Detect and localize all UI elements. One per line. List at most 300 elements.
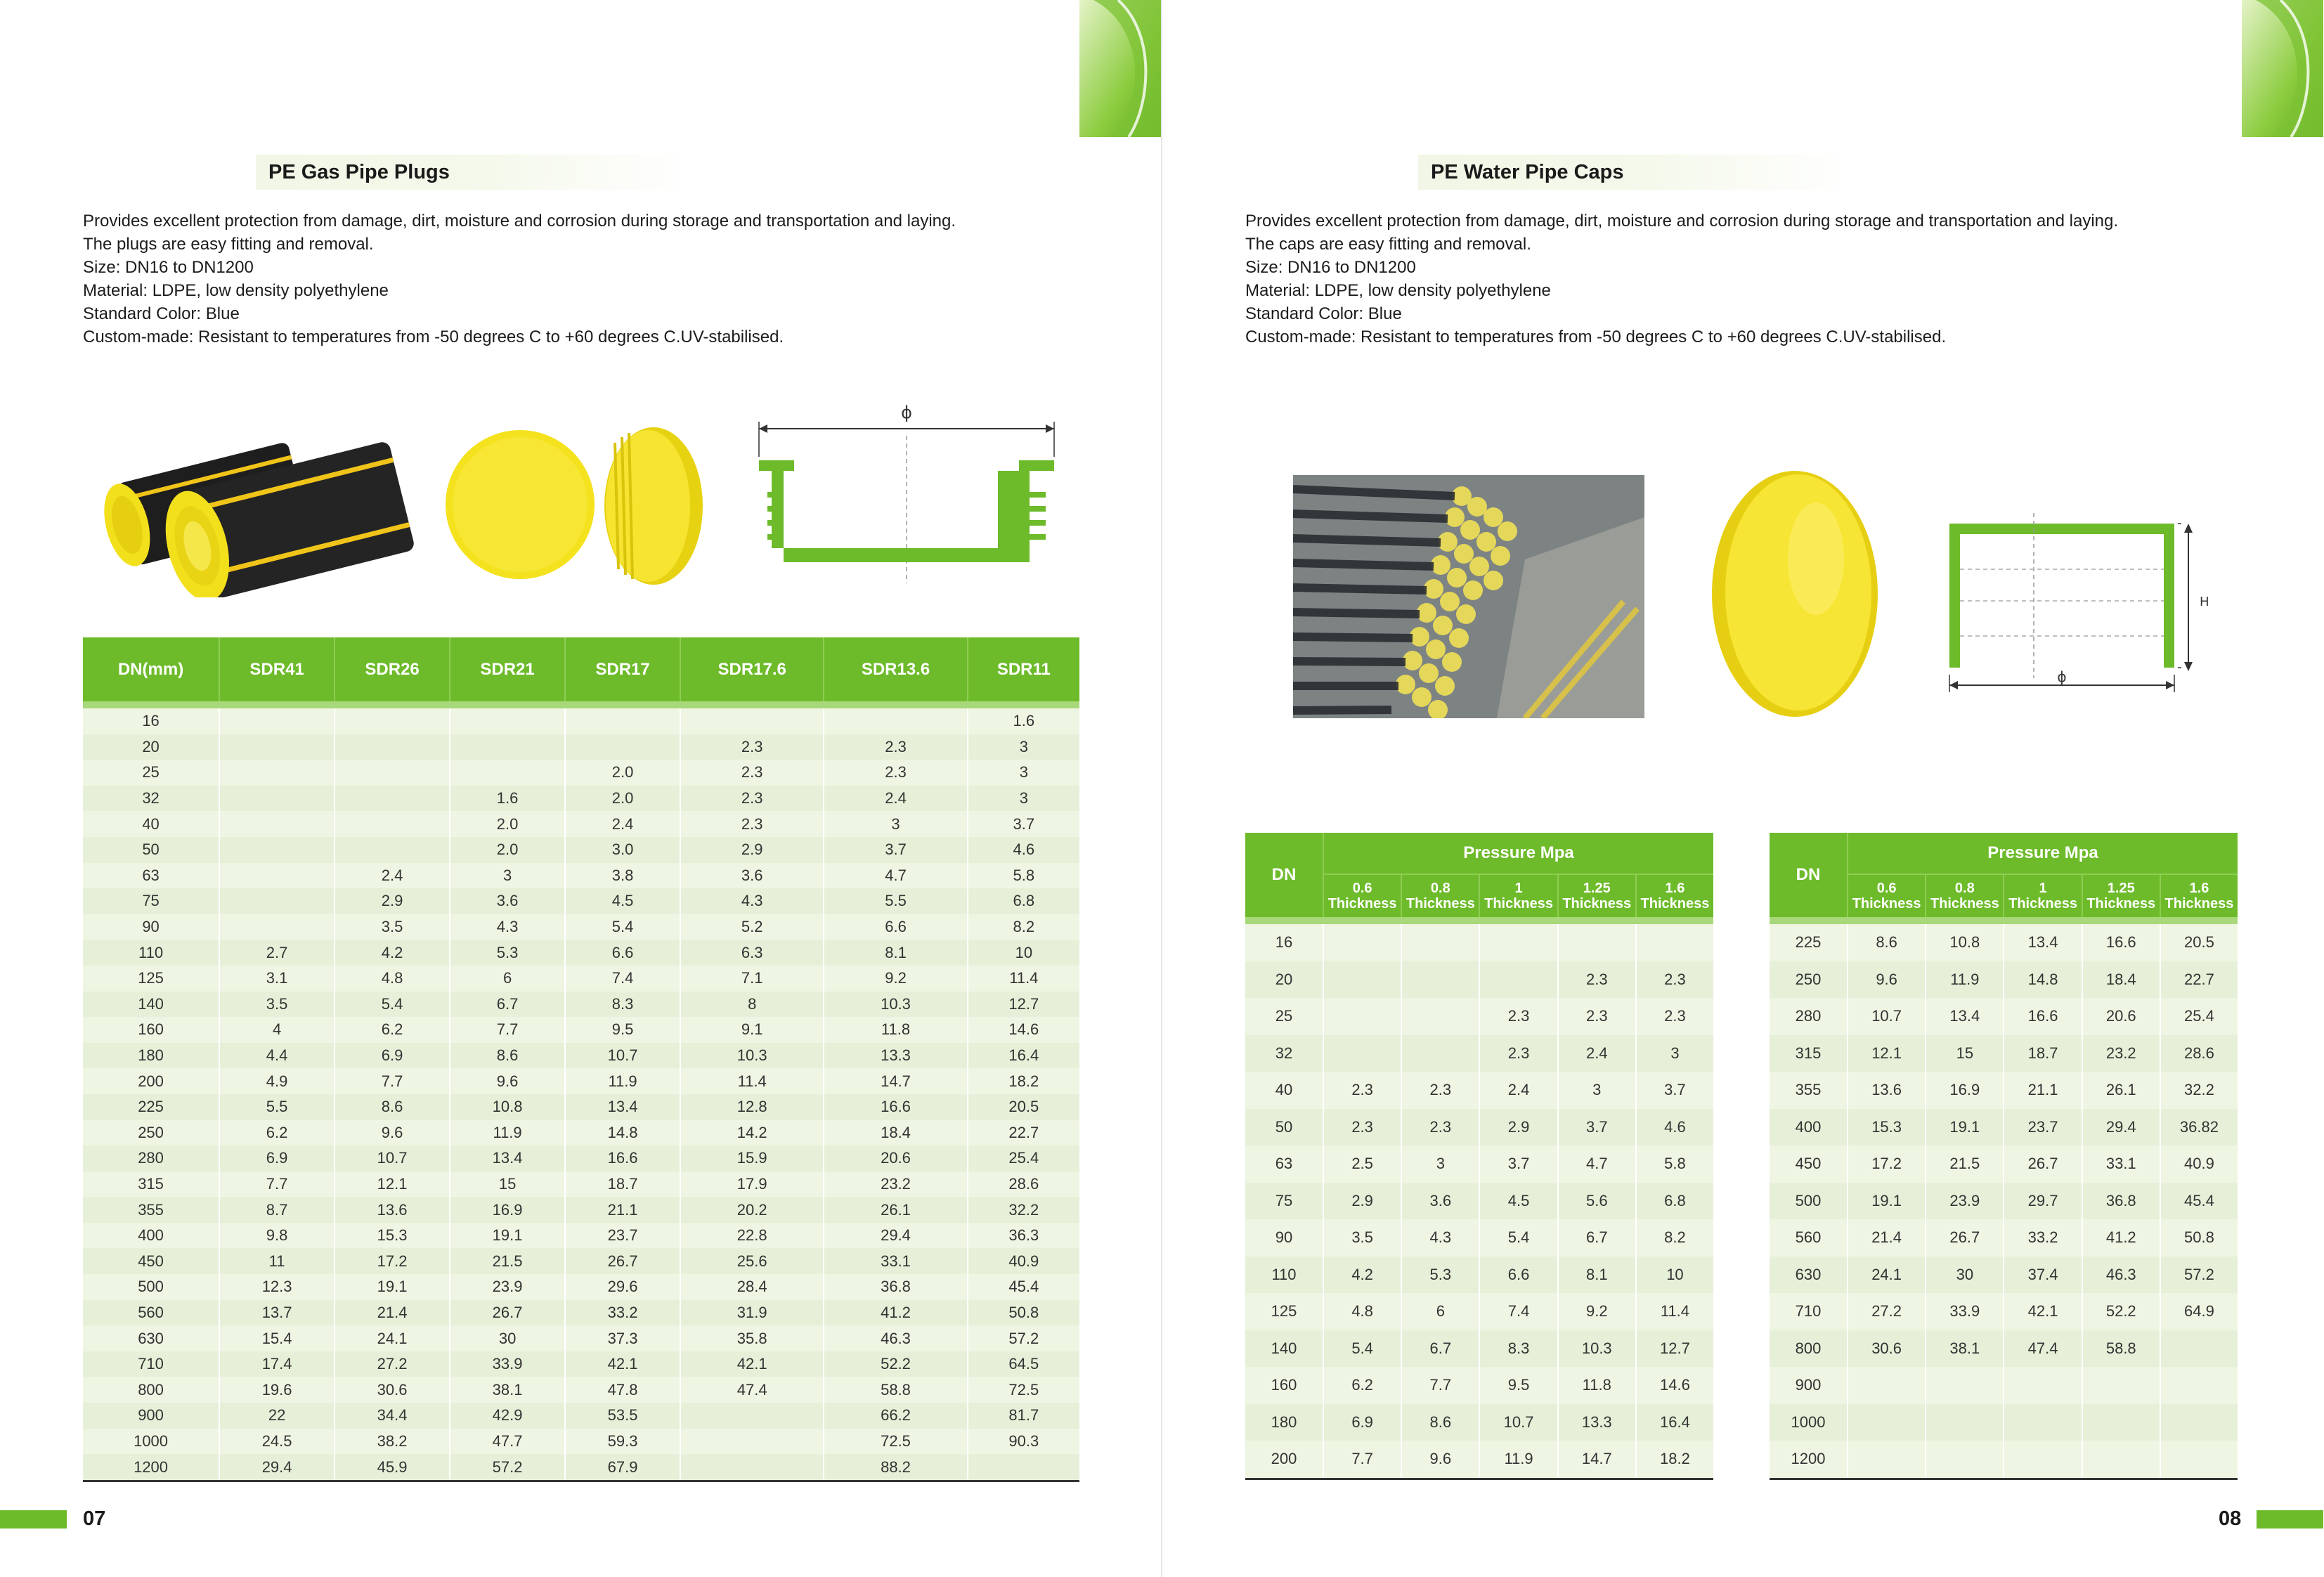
value-cell: 5.6: [1558, 1183, 1636, 1220]
value-cell: 7.4: [1479, 1293, 1557, 1330]
value-cell: 22.7: [2160, 961, 2238, 999]
value-cell: 6.6: [1479, 1257, 1557, 1294]
table-row: [1245, 1367, 1713, 1404]
value-cell: [2004, 1367, 2082, 1404]
page-number: 07: [83, 1507, 106, 1530]
table-row: [1770, 998, 2238, 1035]
value-cell: 15: [1926, 1035, 2004, 1072]
value-cell: 22: [219, 1403, 335, 1429]
value-cell: 23.9: [1926, 1183, 2004, 1220]
value-cell: 10.3: [824, 992, 967, 1018]
value-cell: [450, 705, 565, 734]
value-cell: 8.3: [565, 992, 680, 1018]
value-cell: 24.1: [335, 1325, 450, 1351]
diameter-symbol: ϕ: [901, 403, 912, 422]
diameter-symbol: ϕ: [2057, 668, 2067, 685]
value-cell: 21.4: [335, 1300, 450, 1326]
value-cell: [565, 734, 680, 760]
thickness-label: Thickness: [1484, 896, 1553, 911]
value-cell: 7.7: [450, 1017, 565, 1043]
value-cell: 24.5: [219, 1429, 335, 1455]
value-cell: 3.5: [335, 914, 450, 940]
table-row: [1245, 1035, 1713, 1072]
value-cell: 28.4: [680, 1274, 824, 1300]
value-cell: 3: [968, 786, 1079, 812]
cap-photo: [1710, 467, 1879, 720]
value-cell: 42.1: [2004, 1293, 2082, 1330]
value-cell: 4.3: [1401, 1219, 1479, 1257]
value-cell: 9.5: [565, 1017, 680, 1043]
dn-cell: 125: [1245, 1293, 1323, 1330]
dn-cell: 75: [83, 888, 219, 914]
value-cell: 2.3: [1401, 1109, 1479, 1146]
table-row: [83, 1223, 1079, 1249]
dn-cell: 400: [1770, 1109, 1848, 1146]
value-cell: 2.3: [680, 734, 824, 760]
dn-cell: 50: [83, 837, 219, 863]
value-cell: [1401, 961, 1479, 999]
value-cell: 64.5: [968, 1351, 1079, 1377]
dn-cell: 200: [1245, 1441, 1323, 1479]
table-row: [1245, 1072, 1713, 1109]
value-cell: 26.7: [2004, 1146, 2082, 1183]
value-cell: 30.6: [1848, 1330, 1926, 1368]
pressure-column-header: [1401, 874, 1479, 921]
value-cell: 8.2: [968, 914, 1079, 940]
value-cell: 45.9: [335, 1454, 450, 1481]
value-cell: 17.2: [335, 1248, 450, 1274]
value-cell: 2.0: [565, 786, 680, 812]
value-cell: 7.1: [680, 966, 824, 992]
dn-cell: 63: [1245, 1146, 1323, 1183]
value-cell: 2.3: [824, 734, 967, 760]
dn-cell: 900: [1770, 1367, 1848, 1404]
table-row: [83, 1300, 1079, 1326]
value-cell: [2004, 1404, 2082, 1441]
value-cell: 10.7: [1479, 1404, 1557, 1441]
value-cell: 11.9: [1479, 1441, 1557, 1479]
dn-cell: 710: [83, 1351, 219, 1377]
table-row: [83, 1429, 1079, 1455]
pressure-value: 0.8: [1954, 881, 1975, 896]
value-cell: 7.7: [1401, 1367, 1479, 1404]
pressure-column-header: [1848, 874, 1926, 921]
value-cell: 27.2: [1848, 1293, 1926, 1330]
value-cell: 2.3: [1323, 1072, 1401, 1109]
value-cell: [219, 837, 335, 863]
section-title-bar: [1418, 155, 1854, 190]
value-cell: 9.6: [1401, 1441, 1479, 1479]
table-row: [83, 1351, 1079, 1377]
description-line: Custom-made: Resistant to temperatures from -50 degrees C to +60 degrees C.UV-stabilised.: [1245, 327, 1947, 346]
value-cell: [680, 1454, 824, 1481]
value-cell: 23.7: [565, 1223, 680, 1249]
value-cell: 3.8: [565, 863, 680, 889]
value-cell: 8.6: [1848, 921, 1926, 961]
value-cell: [1636, 921, 1713, 961]
value-cell: 11.9: [1926, 961, 2004, 999]
table-row: [83, 1043, 1079, 1069]
value-cell: 47.4: [2004, 1330, 2082, 1368]
value-cell: 14.2: [680, 1120, 824, 1146]
value-cell: 15.3: [1848, 1109, 1926, 1146]
value-cell: 8.6: [450, 1043, 565, 1069]
value-cell: [219, 734, 335, 760]
value-cell: [2082, 1441, 2160, 1479]
dn-cell: 250: [1770, 961, 1848, 999]
value-cell: 19.1: [1926, 1109, 2004, 1146]
value-cell: 11.9: [565, 1068, 680, 1094]
corner-leaf-decoration: [1079, 0, 1161, 137]
thickness-label: Thickness: [1406, 896, 1475, 911]
value-cell: [2160, 1330, 2238, 1368]
table-row: [83, 966, 1079, 992]
value-cell: 3.7: [1558, 1109, 1636, 1146]
value-cell: 20.6: [824, 1146, 967, 1172]
value-cell: 5.5: [824, 888, 967, 914]
dn-cell: 900: [83, 1403, 219, 1429]
value-cell: 52.2: [824, 1351, 967, 1377]
pressure-header: Pressure Mpa: [1848, 833, 2238, 874]
value-cell: 57.2: [2160, 1257, 2238, 1294]
table-row: [1245, 1146, 1713, 1183]
value-cell: [2082, 1367, 2160, 1404]
table-row: [83, 940, 1079, 966]
table-row: [83, 1146, 1079, 1172]
value-cell: 3.7: [968, 811, 1079, 837]
value-cell: 2.0: [450, 837, 565, 863]
dn-cell: 16: [1245, 921, 1323, 961]
table-row: [1770, 1257, 2238, 1294]
value-cell: 2.3: [1636, 961, 1713, 999]
value-cell: 2.0: [450, 811, 565, 837]
value-cell: 3.6: [1401, 1183, 1479, 1220]
value-cell: 13.3: [1558, 1404, 1636, 1441]
value-cell: 11.4: [1636, 1293, 1713, 1330]
table-row: [1245, 1330, 1713, 1368]
value-cell: [450, 734, 565, 760]
table-row: [1770, 961, 2238, 999]
dn-cell: 32: [83, 786, 219, 812]
value-cell: 32.2: [968, 1197, 1079, 1223]
dn-cell: 1200: [83, 1454, 219, 1481]
value-cell: 6.8: [968, 888, 1079, 914]
value-cell: 3: [968, 760, 1079, 786]
value-cell: 46.3: [2082, 1257, 2160, 1294]
value-cell: 22.7: [968, 1120, 1079, 1146]
value-cell: 2.9: [1323, 1183, 1401, 1220]
value-cell: [2160, 1367, 2238, 1404]
value-cell: 13.6: [335, 1197, 450, 1223]
table-row: [1245, 1441, 1713, 1479]
value-cell: [1926, 1367, 2004, 1404]
value-cell: 21.1: [2004, 1072, 2082, 1109]
dn-cell: 630: [83, 1325, 219, 1351]
cap-section-diagram: [1942, 513, 2181, 703]
value-cell: 2.3: [1558, 998, 1636, 1035]
pressure-value: 1: [2039, 881, 2047, 896]
value-cell: 4.5: [565, 888, 680, 914]
table-row: [83, 863, 1079, 889]
table-row: [1770, 1035, 2238, 1072]
value-cell: 7.7: [219, 1172, 335, 1198]
value-cell: 3.6: [450, 888, 565, 914]
pressure-column-header: [2082, 874, 2160, 921]
value-cell: 20.5: [2160, 921, 2238, 961]
value-cell: 4.4: [219, 1043, 335, 1069]
table-header-row: [1245, 833, 1713, 874]
dn-cell: 450: [83, 1248, 219, 1274]
value-cell: [824, 705, 967, 734]
value-cell: 50.8: [968, 1300, 1079, 1326]
value-cell: 33.1: [824, 1248, 967, 1274]
value-cell: 10.7: [335, 1146, 450, 1172]
value-cell: 2.9: [1479, 1109, 1557, 1146]
value-cell: 8.2: [1636, 1219, 1713, 1257]
value-cell: 9.6: [450, 1068, 565, 1094]
table-row: [1770, 1072, 2238, 1109]
value-cell: 3.7: [1479, 1146, 1557, 1183]
thickness-label: Thickness: [1852, 896, 1921, 911]
value-cell: 4.8: [335, 966, 450, 992]
value-cell: 21.5: [1926, 1146, 2004, 1183]
value-cell: [680, 1429, 824, 1455]
value-cell: 66.2: [824, 1403, 967, 1429]
value-cell: 10.7: [1848, 998, 1926, 1035]
pressure-column-header: [1558, 874, 1636, 921]
value-cell: 25.4: [968, 1146, 1079, 1172]
dn-cell: 110: [83, 940, 219, 966]
value-cell: 23.2: [824, 1172, 967, 1198]
value-cell: 6.6: [824, 914, 967, 940]
value-cell: 16.9: [1926, 1072, 2004, 1109]
value-cell: 7.7: [335, 1068, 450, 1094]
value-cell: 25.4: [2160, 998, 2238, 1035]
table-row: [83, 705, 1079, 734]
value-cell: 58.8: [2082, 1330, 2160, 1368]
thickness-label: Thickness: [1640, 896, 1710, 911]
value-cell: 37.4: [2004, 1257, 2082, 1294]
table-row: [83, 760, 1079, 786]
value-cell: 26.7: [450, 1300, 565, 1326]
value-cell: [1479, 961, 1557, 999]
value-cell: 58.8: [824, 1377, 967, 1403]
dn-cell: 280: [83, 1146, 219, 1172]
value-cell: 40.9: [968, 1248, 1079, 1274]
description-line: Size: DN16 to DN1200: [1245, 258, 1416, 277]
dn-cell: 315: [83, 1172, 219, 1198]
value-cell: 12.7: [968, 992, 1079, 1018]
value-cell: [335, 760, 450, 786]
value-cell: 2.3: [680, 811, 824, 837]
table-row: [1245, 1109, 1713, 1146]
value-cell: [680, 1403, 824, 1429]
value-cell: 15.9: [680, 1146, 824, 1172]
value-cell: 10: [1636, 1257, 1713, 1294]
value-cell: 5.8: [968, 863, 1079, 889]
value-cell: 29.4: [824, 1223, 967, 1249]
value-cell: 4.5: [1479, 1183, 1557, 1220]
value-cell: 33.9: [450, 1351, 565, 1377]
value-cell: [565, 705, 680, 734]
value-cell: 6.9: [219, 1146, 335, 1172]
value-cell: 17.4: [219, 1351, 335, 1377]
dn-cell: 280: [1770, 998, 1848, 1035]
value-cell: 13.6: [1848, 1072, 1926, 1109]
dn-cell: 16: [83, 705, 219, 734]
table-row: [1245, 921, 1713, 961]
value-cell: 2.3: [1479, 998, 1557, 1035]
value-cell: [1926, 1404, 2004, 1441]
dn-cell: 250: [83, 1120, 219, 1146]
value-cell: [1401, 1035, 1479, 1072]
pressure-header: Pressure Mpa: [1323, 833, 1713, 874]
dn-cell: 140: [1245, 1330, 1323, 1368]
value-cell: 14.6: [968, 1017, 1079, 1043]
value-cell: 23.7: [2004, 1109, 2082, 1146]
dn-cell: 25: [83, 760, 219, 786]
value-cell: 81.7: [968, 1403, 1079, 1429]
table-row: [83, 1403, 1079, 1429]
value-cell: 3.1: [219, 966, 335, 992]
value-cell: 2.3: [680, 786, 824, 812]
table-row: [1245, 1257, 1713, 1294]
dn-cell: 800: [83, 1377, 219, 1403]
pipe-plugs-photo: [98, 422, 415, 597]
pressure-column-header: [2004, 874, 2082, 921]
value-cell: 2.9: [680, 837, 824, 863]
value-cell: 52.2: [2082, 1293, 2160, 1330]
dn-cell: 225: [1770, 921, 1848, 961]
value-cell: 59.3: [565, 1429, 680, 1455]
value-cell: 3: [1636, 1035, 1713, 1072]
value-cell: [335, 705, 450, 734]
value-cell: [1848, 1367, 1926, 1404]
value-cell: [1323, 1035, 1401, 1072]
value-cell: 21.5: [450, 1248, 565, 1274]
left-page: [0, 0, 1161, 1577]
value-cell: 8: [680, 992, 824, 1018]
value-cell: 32.2: [2160, 1072, 2238, 1109]
thickness-label: Thickness: [1930, 896, 1999, 911]
value-cell: 15.4: [219, 1325, 335, 1351]
value-cell: 12.3: [219, 1274, 335, 1300]
value-cell: [968, 1454, 1079, 1481]
water-cap-table-small: [1245, 833, 1713, 1480]
value-cell: 6.2: [1323, 1367, 1401, 1404]
column-header: SDR21: [450, 637, 565, 705]
value-cell: [219, 760, 335, 786]
pressure-value: 1.25: [1583, 881, 1611, 896]
value-cell: 9.8: [219, 1223, 335, 1249]
value-cell: 38.2: [335, 1429, 450, 1455]
dn-cell: 180: [83, 1043, 219, 1069]
value-cell: 42.1: [565, 1351, 680, 1377]
description-line: The plugs are easy fitting and removal.: [83, 235, 374, 254]
value-cell: 5.3: [1401, 1257, 1479, 1294]
value-cell: 18.4: [824, 1120, 967, 1146]
value-cell: 16.4: [1636, 1404, 1713, 1441]
value-cell: 29.6: [565, 1274, 680, 1300]
value-cell: 25.6: [680, 1248, 824, 1274]
value-cell: 13.3: [824, 1043, 967, 1069]
value-cell: 2.4: [565, 811, 680, 837]
dn-cell: 225: [83, 1094, 219, 1120]
footer-accent-bar: [2257, 1510, 2323, 1529]
value-cell: 90.3: [968, 1429, 1079, 1455]
value-cell: 28.6: [968, 1172, 1079, 1198]
table-row: [83, 811, 1079, 837]
value-cell: 6.7: [1401, 1330, 1479, 1368]
value-cell: 67.9: [565, 1454, 680, 1481]
description-line: Material: LDPE, low density polyethylene: [83, 281, 389, 300]
value-cell: 4.3: [450, 914, 565, 940]
dn-cell: 90: [83, 914, 219, 940]
table-row: [83, 1377, 1079, 1403]
value-cell: 5.2: [680, 914, 824, 940]
dn-cell: 1000: [1770, 1404, 1848, 1441]
value-cell: 2.4: [824, 786, 967, 812]
section-title-bar: [256, 155, 692, 190]
table-row: [83, 1172, 1079, 1198]
table-row: [83, 1068, 1079, 1094]
value-cell: 14.6: [1636, 1367, 1713, 1404]
value-cell: 26.1: [824, 1197, 967, 1223]
value-cell: 8.1: [1558, 1257, 1636, 1294]
value-cell: 13.7: [219, 1300, 335, 1326]
description-line: Standard Color: Blue: [83, 304, 240, 323]
value-cell: 4.6: [1636, 1109, 1713, 1146]
table-row: [1770, 1183, 2238, 1220]
value-cell: 14.7: [824, 1068, 967, 1094]
value-cell: 34.4: [335, 1403, 450, 1429]
pressure-column-header: [1926, 874, 2004, 921]
value-cell: 5.3: [450, 940, 565, 966]
column-header: SDR17.6: [680, 637, 824, 705]
value-cell: 10.8: [1926, 921, 2004, 961]
dn-cell: 140: [83, 992, 219, 1018]
value-cell: 19.6: [219, 1377, 335, 1403]
value-cell: [1323, 921, 1401, 961]
value-cell: 3: [1401, 1146, 1479, 1183]
table-row: [1770, 1404, 2238, 1441]
value-cell: 18.7: [565, 1172, 680, 1198]
value-cell: 35.8: [680, 1325, 824, 1351]
product-description: [83, 209, 1081, 349]
thickness-label: Thickness: [2164, 896, 2234, 911]
value-cell: 72.5: [968, 1377, 1079, 1403]
value-cell: [335, 734, 450, 760]
dn-cell: 1200: [1770, 1441, 1848, 1479]
value-cell: 1.6: [968, 705, 1079, 734]
value-cell: 88.2: [824, 1454, 967, 1481]
value-cell: 57.2: [968, 1325, 1079, 1351]
value-cell: 11.9: [450, 1120, 565, 1146]
value-cell: [2160, 1404, 2238, 1441]
value-cell: 23.9: [450, 1274, 565, 1300]
value-cell: 36.8: [824, 1274, 967, 1300]
value-cell: [2082, 1404, 2160, 1441]
pressure-value: 1: [1514, 881, 1523, 896]
value-cell: 42.9: [450, 1403, 565, 1429]
value-cell: 10.8: [450, 1094, 565, 1120]
value-cell: 21.1: [565, 1197, 680, 1223]
pressure-value: 0.6: [1352, 881, 1372, 896]
value-cell: 15: [450, 1172, 565, 1198]
value-cell: 20.2: [680, 1197, 824, 1223]
column-header: SDR26: [335, 637, 450, 705]
value-cell: 16.9: [450, 1197, 565, 1223]
